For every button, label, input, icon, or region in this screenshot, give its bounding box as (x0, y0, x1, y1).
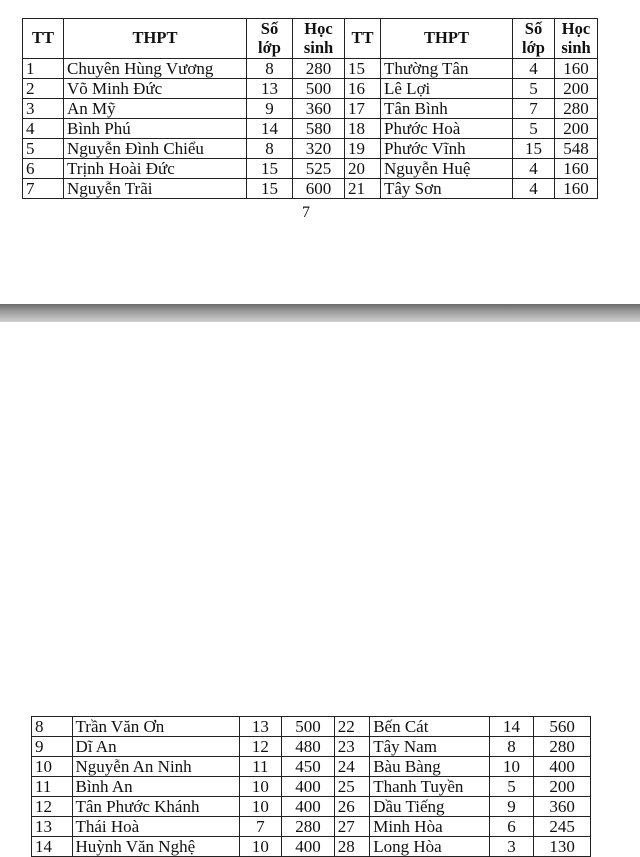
table-row (23, 79, 598, 99)
table-cell: Long Hòa (370, 837, 489, 857)
table-cell: 6 (23, 159, 64, 179)
table-cell: Lê Lợi (381, 79, 513, 99)
table-cell: 548 (555, 139, 598, 159)
table-cell: 10 (239, 777, 282, 797)
table-cell: 400 (282, 797, 335, 817)
table-cell: 1 (23, 59, 64, 79)
table-cell: 7 (23, 179, 64, 199)
school-table-top (22, 18, 598, 199)
table-cell: 500 (293, 79, 345, 99)
table-row (23, 179, 598, 199)
table-cell: 360 (534, 797, 591, 817)
table-cell: 14 (489, 717, 534, 737)
table-row (23, 99, 598, 119)
table-row (23, 59, 598, 79)
header-thpt-2: THPT (381, 19, 513, 59)
table-cell: Tây Nam (370, 737, 489, 757)
table-cell: 17 (345, 99, 381, 119)
table-cell: 13 (247, 79, 293, 99)
table-cell: 6 (489, 817, 534, 837)
table-cell: Huỳnh Văn Nghệ (72, 837, 239, 857)
table-cell: 26 (334, 797, 369, 817)
table-cell: 24 (334, 757, 369, 777)
table-cell: Nguyễn An Ninh (72, 757, 239, 777)
table-cell: Thanh Tuyền (370, 777, 489, 797)
table-cell: 28 (334, 837, 369, 857)
table-cell: 160 (555, 179, 598, 199)
table-cell: 160 (555, 159, 598, 179)
document-page-bottom (0, 322, 640, 856)
table-row (23, 119, 598, 139)
header-hoc-sinh: Học sinh (293, 19, 345, 59)
table-cell: 9 (489, 797, 534, 817)
table-cell: 7 (239, 817, 282, 837)
table-cell: 8 (32, 717, 73, 737)
table-cell: 580 (293, 119, 345, 139)
table-cell: 21 (345, 179, 381, 199)
table-row (32, 797, 591, 817)
table-cell: 320 (293, 139, 345, 159)
table-cell: 4 (513, 179, 555, 199)
header-hoc-sinh-2: Học sinh (555, 19, 598, 59)
table-cell: 10 (32, 757, 73, 777)
table-row (32, 737, 591, 757)
table-cell: An Mỹ (64, 99, 247, 119)
table-cell: Phước Hoà (381, 119, 513, 139)
table-row (32, 777, 591, 797)
table-header-row (23, 19, 598, 59)
table-cell: 27 (334, 817, 369, 837)
table-cell: 525 (293, 159, 345, 179)
table-cell: 5 (513, 79, 555, 99)
table-cell: 11 (239, 757, 282, 777)
table-cell: 200 (555, 79, 598, 99)
page-divider (0, 304, 640, 322)
table-cell: 12 (239, 737, 282, 757)
table-cell: 280 (282, 817, 335, 837)
table-cell: 200 (555, 119, 598, 139)
table-cell: 5 (489, 777, 534, 797)
table-cell: 19 (345, 139, 381, 159)
table-row (32, 817, 591, 837)
header-so-lop: Số lớp (247, 19, 293, 59)
header-tt: TT (23, 19, 64, 59)
table-cell: 10 (239, 837, 282, 857)
table-cell: Tân Bình (381, 99, 513, 119)
table-cell: 14 (32, 837, 73, 857)
table-cell: Phước Vĩnh (381, 139, 513, 159)
header-so-lop-2: Số lớp (513, 19, 555, 59)
table-cell: 14 (247, 119, 293, 139)
table-cell: Thường Tân (381, 59, 513, 79)
table-cell: 15 (247, 159, 293, 179)
table-cell: 8 (489, 737, 534, 757)
table-cell: Minh Hòa (370, 817, 489, 837)
table-row (23, 139, 598, 159)
table-cell: 25 (334, 777, 369, 797)
table-cell: 15 (247, 179, 293, 199)
table-cell: Bình An (72, 777, 239, 797)
table-row (32, 717, 591, 737)
table-cell: 3 (23, 99, 64, 119)
table-cell: 2 (23, 79, 64, 99)
table-cell: 8 (247, 59, 293, 79)
table-cell: Chuyên Hùng Vương (64, 59, 247, 79)
table-cell: Bình Phú (64, 119, 247, 139)
table-cell: 400 (282, 777, 335, 797)
header-thpt: THPT (64, 19, 247, 59)
table-cell: 7 (513, 99, 555, 119)
table-cell: 9 (32, 737, 73, 757)
table-row (32, 757, 591, 777)
table-cell: 4 (513, 159, 555, 179)
table-cell: 280 (555, 99, 598, 119)
table-cell: 4 (513, 59, 555, 79)
table-cell: 560 (534, 717, 591, 737)
table-cell: 450 (282, 757, 335, 777)
table-cell: 15 (513, 139, 555, 159)
table-cell: 22 (334, 717, 369, 737)
table-cell: 280 (534, 737, 591, 757)
table-row (32, 837, 591, 857)
table-cell: 8 (247, 139, 293, 159)
table-cell: Trịnh Hoài Đức (64, 159, 247, 179)
document-page-top (0, 0, 640, 304)
table-cell: 11 (32, 777, 73, 797)
table-cell: 200 (534, 777, 591, 797)
school-table-bottom (31, 716, 591, 857)
table-cell: Bàu Bàng (370, 757, 489, 777)
table-cell: 10 (239, 797, 282, 817)
table-cell: 280 (293, 59, 345, 79)
table-cell: Tân Phước Khánh (72, 797, 239, 817)
table-cell: 130 (534, 837, 591, 857)
table-cell: Bến Cát (370, 717, 489, 737)
table-cell: 600 (293, 179, 345, 199)
table-cell: 3 (489, 837, 534, 857)
table-cell: 13 (32, 817, 73, 837)
table-cell: 16 (345, 79, 381, 99)
table-cell: 18 (345, 119, 381, 139)
table-cell: 13 (239, 717, 282, 737)
table-cell: Võ Minh Đức (64, 79, 247, 99)
header-tt-2: TT (345, 19, 381, 59)
table-cell: 10 (489, 757, 534, 777)
table-cell: Trần Văn Ơn (72, 717, 239, 737)
table-cell: Nguyễn Trãi (64, 179, 247, 199)
table-cell: 400 (282, 837, 335, 857)
table-row (23, 159, 598, 179)
table-cell: 5 (23, 139, 64, 159)
table-cell: Nguyễn Đình Chiểu (64, 139, 247, 159)
table-cell: 23 (334, 737, 369, 757)
table-cell: 160 (555, 59, 598, 79)
table-cell: Thái Hoà (72, 817, 239, 837)
table-cell: Dầu Tiếng (370, 797, 489, 817)
table-cell: 4 (23, 119, 64, 139)
table-cell: 5 (513, 119, 555, 139)
table-cell: 360 (293, 99, 345, 119)
table-cell: 20 (345, 159, 381, 179)
table-cell: Nguyễn Huệ (381, 159, 513, 179)
table-cell: 9 (247, 99, 293, 119)
table-cell: Tây Sơn (381, 179, 513, 199)
table-cell: Dĩ An (72, 737, 239, 757)
table-cell: 245 (534, 817, 591, 837)
table-cell: 12 (32, 797, 73, 817)
table-cell: 400 (534, 757, 591, 777)
table-cell: 480 (282, 737, 335, 757)
table-cell: 15 (345, 59, 381, 79)
table-cell: 500 (282, 717, 335, 737)
page-number: 7 (302, 204, 310, 221)
